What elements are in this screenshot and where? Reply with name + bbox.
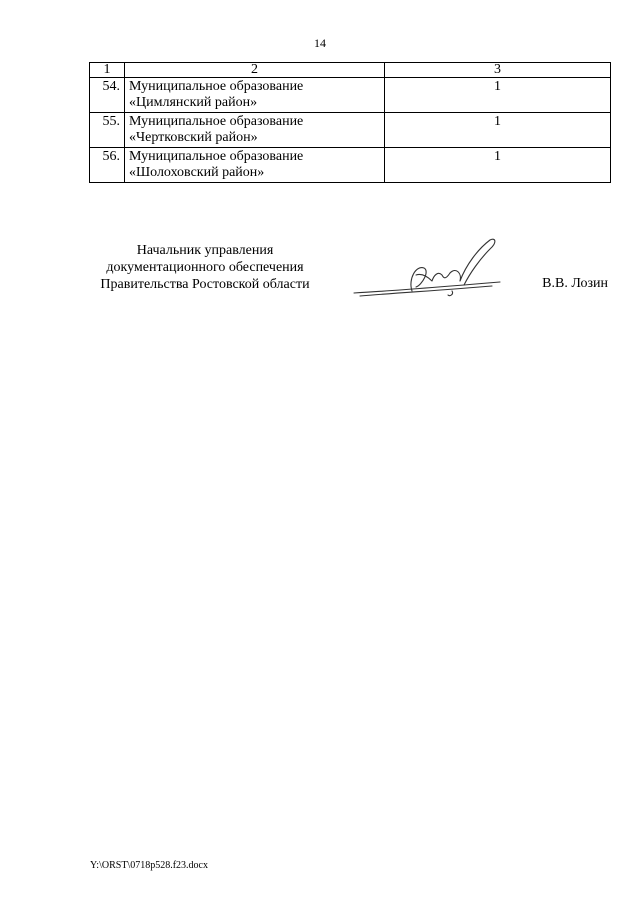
row-value: 1 (385, 148, 611, 183)
signer-name: В.В. Лозин (542, 276, 608, 291)
document-table (89, 62, 611, 183)
table-header-cell: 3 (385, 63, 611, 78)
row-name (125, 78, 385, 113)
row-name-line: Муниципальное образование (129, 79, 304, 94)
table-header-cell: 2 (125, 63, 385, 78)
signatory-title-line: Начальник управления (136, 243, 274, 258)
signatory-title-line: Правительства Ростовской области (100, 277, 310, 292)
table-row (90, 113, 611, 148)
row-name-line: Муниципальное образование (129, 149, 304, 164)
row-number: 56. (90, 148, 125, 183)
row-number: 54. (90, 78, 125, 113)
table-row (90, 148, 611, 183)
row-name (125, 113, 385, 148)
signatory-title (80, 242, 330, 293)
table-header-cell: 1 (90, 63, 125, 78)
row-value: 1 (385, 113, 611, 148)
row-name-line: «Цимлянский район» (129, 95, 258, 110)
table-row (90, 78, 611, 113)
row-name-line: Муниципальное образование (129, 114, 304, 129)
file-path: Y:\ORST\0718p528.f23.docx (90, 860, 208, 871)
table-header-row (90, 63, 611, 78)
row-name-line: «Чертковский район» (129, 130, 258, 145)
row-value: 1 (385, 78, 611, 113)
row-name (125, 148, 385, 183)
row-number: 55. (90, 113, 125, 148)
row-name-line: «Шолоховский район» (129, 165, 265, 180)
signatory-title-line: документационного обеспечения (106, 260, 304, 275)
page-number: 14 (314, 36, 326, 50)
handwritten-signature (350, 235, 510, 303)
